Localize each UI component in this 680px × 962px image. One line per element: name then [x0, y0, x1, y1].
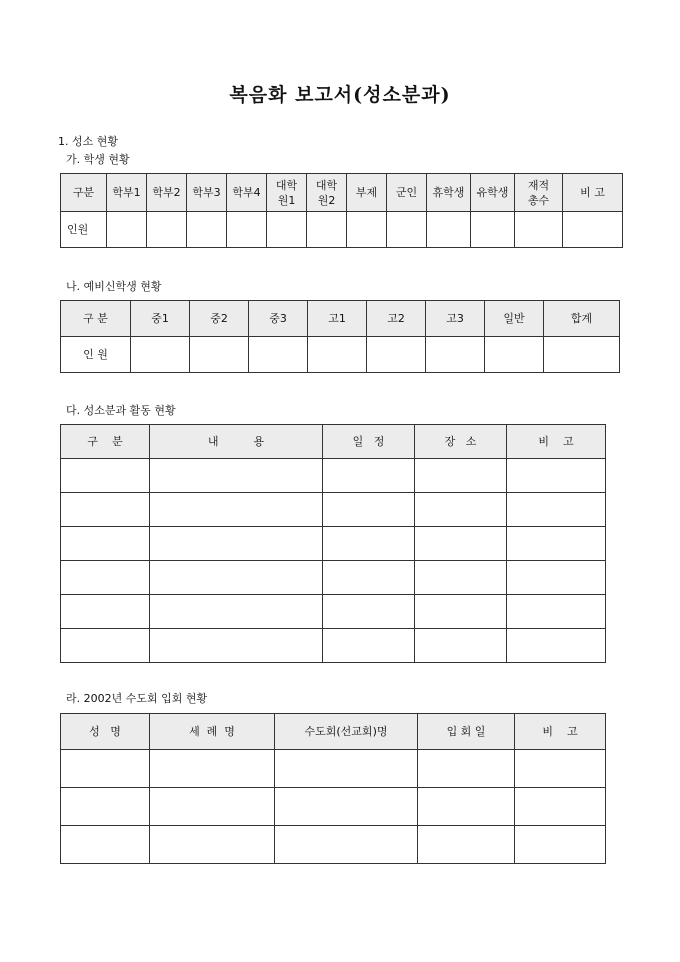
table-cell[interactable]: [61, 750, 150, 788]
table-cell[interactable]: [426, 337, 485, 373]
table-cell[interactable]: [515, 826, 606, 864]
header-cell: 비 고: [507, 425, 606, 459]
table-row: [61, 561, 606, 595]
header-cell: 합계: [544, 301, 620, 337]
table-cell[interactable]: [347, 212, 387, 248]
table-cell[interactable]: [275, 788, 418, 826]
header-cell: 중3: [249, 301, 308, 337]
header-cell: 군인: [387, 174, 427, 212]
table-cell[interactable]: [308, 337, 367, 373]
header-cell: 구 분: [61, 425, 150, 459]
table-cell[interactable]: [307, 212, 347, 248]
table-cell[interactable]: [323, 527, 415, 561]
table-row: [61, 595, 606, 629]
table-cell[interactable]: [507, 459, 606, 493]
subsection-heading-na: 나. 예비신학생 현황: [66, 280, 162, 293]
table-cell[interactable]: [563, 212, 623, 248]
header-cell: 학부2: [147, 174, 187, 212]
table-row: [61, 527, 606, 561]
prospective-seminarian-table: [60, 300, 620, 373]
table-cell[interactable]: [415, 459, 507, 493]
header-cell: 부제: [347, 174, 387, 212]
header-cell: 고1: [308, 301, 367, 337]
header-cell: 중1: [131, 301, 190, 337]
header-cell: 유학생: [471, 174, 515, 212]
table-cell[interactable]: [418, 788, 515, 826]
table-cell[interactable]: [427, 212, 471, 248]
table-cell[interactable]: [150, 629, 323, 663]
header-cell: 비 고: [515, 714, 606, 750]
page-title: 복음화 보고서(성소분과): [229, 84, 451, 106]
header-cell: 내 용: [150, 425, 323, 459]
table-header-row: [61, 301, 620, 337]
header-cell: 일 정: [323, 425, 415, 459]
religious-entry-table: [60, 713, 606, 864]
row-label: 인 원: [61, 337, 131, 373]
table-cell[interactable]: [150, 595, 323, 629]
table-cell[interactable]: [515, 750, 606, 788]
header-cell: 성 명: [61, 714, 150, 750]
table-cell[interactable]: [507, 527, 606, 561]
table-cell[interactable]: [415, 493, 507, 527]
table-cell[interactable]: [275, 750, 418, 788]
table-cell[interactable]: [323, 561, 415, 595]
table-row: [61, 459, 606, 493]
table-cell[interactable]: [131, 337, 190, 373]
table-cell[interactable]: [507, 595, 606, 629]
table-cell[interactable]: [61, 629, 150, 663]
header-cell: 구분: [61, 174, 107, 212]
table-row: [61, 750, 606, 788]
header-cell: 장 소: [415, 425, 507, 459]
table-row: [61, 337, 620, 373]
table-cell[interactable]: [61, 493, 150, 527]
table-row: [61, 788, 606, 826]
table-cell[interactable]: [61, 788, 150, 826]
table-row: [61, 826, 606, 864]
header-cell: 수도회(선교회)명: [275, 714, 418, 750]
table-row: [61, 629, 606, 663]
table-cell[interactable]: [267, 212, 307, 248]
table-cell[interactable]: [323, 493, 415, 527]
student-status-table: [60, 173, 623, 248]
table-cell[interactable]: [249, 337, 308, 373]
header-cell: 학부1: [107, 174, 147, 212]
table-cell[interactable]: [187, 212, 227, 248]
table-cell[interactable]: [485, 337, 544, 373]
header-cell: 재적 총수: [515, 174, 563, 212]
table-cell[interactable]: [150, 788, 275, 826]
table-cell[interactable]: [471, 212, 515, 248]
table-header-row: [61, 425, 606, 459]
header-cell: 일반: [485, 301, 544, 337]
table-cell[interactable]: [323, 629, 415, 663]
table-cell[interactable]: [418, 826, 515, 864]
header-cell: 세 례 명: [150, 714, 275, 750]
table-cell[interactable]: [507, 629, 606, 663]
subsection-heading-ga: 가. 학생 현황: [66, 153, 130, 166]
table-cell[interactable]: [387, 212, 427, 248]
header-cell: 중2: [190, 301, 249, 337]
table-cell[interactable]: [107, 212, 147, 248]
table-cell[interactable]: [323, 595, 415, 629]
row-label: 인원: [61, 212, 107, 248]
header-cell: 휴학생: [427, 174, 471, 212]
header-cell: 입 회 일: [418, 714, 515, 750]
table-cell[interactable]: [415, 595, 507, 629]
table-row: [61, 212, 623, 248]
table-header-row: [61, 174, 623, 212]
header-cell: 고2: [367, 301, 426, 337]
header-cell: 학부4: [227, 174, 267, 212]
table-cell[interactable]: [323, 459, 415, 493]
table-cell[interactable]: [507, 493, 606, 527]
table-cell[interactable]: [61, 826, 150, 864]
table-cell[interactable]: [150, 459, 323, 493]
vocation-activity-table: [60, 424, 606, 663]
table-cell[interactable]: [150, 561, 323, 595]
table-cell[interactable]: [415, 629, 507, 663]
table-cell[interactable]: [61, 527, 150, 561]
table-cell[interactable]: [61, 595, 150, 629]
table-cell[interactable]: [515, 788, 606, 826]
subsection-heading-da: 다. 성소분과 활동 현황: [66, 404, 176, 417]
header-cell: 대학 원2: [307, 174, 347, 212]
table-cell[interactable]: [150, 750, 275, 788]
table-cell[interactable]: [150, 826, 275, 864]
table-row: [61, 493, 606, 527]
table-cell[interactable]: [150, 527, 323, 561]
header-cell: 대학 원1: [267, 174, 307, 212]
header-cell: 비 고: [563, 174, 623, 212]
table-cell[interactable]: [515, 212, 563, 248]
header-cell: 고3: [426, 301, 485, 337]
table-cell[interactable]: [227, 212, 267, 248]
table-cell[interactable]: [507, 561, 606, 595]
section-heading-1: 1. 성소 현황: [58, 135, 118, 148]
table-cell[interactable]: [275, 826, 418, 864]
table-cell[interactable]: [190, 337, 249, 373]
subsection-heading-ra: 라. 2002년 수도회 입회 현황: [66, 692, 208, 705]
table-cell[interactable]: [544, 337, 620, 373]
table-cell[interactable]: [150, 493, 323, 527]
table-cell[interactable]: [367, 337, 426, 373]
table-cell[interactable]: [61, 459, 150, 493]
table-cell[interactable]: [418, 750, 515, 788]
table-cell[interactable]: [61, 561, 150, 595]
table-cell[interactable]: [415, 561, 507, 595]
table-cell[interactable]: [415, 527, 507, 561]
table-cell[interactable]: [147, 212, 187, 248]
header-cell: 학부3: [187, 174, 227, 212]
table-header-row: [61, 714, 606, 750]
header-cell: 구 분: [61, 301, 131, 337]
